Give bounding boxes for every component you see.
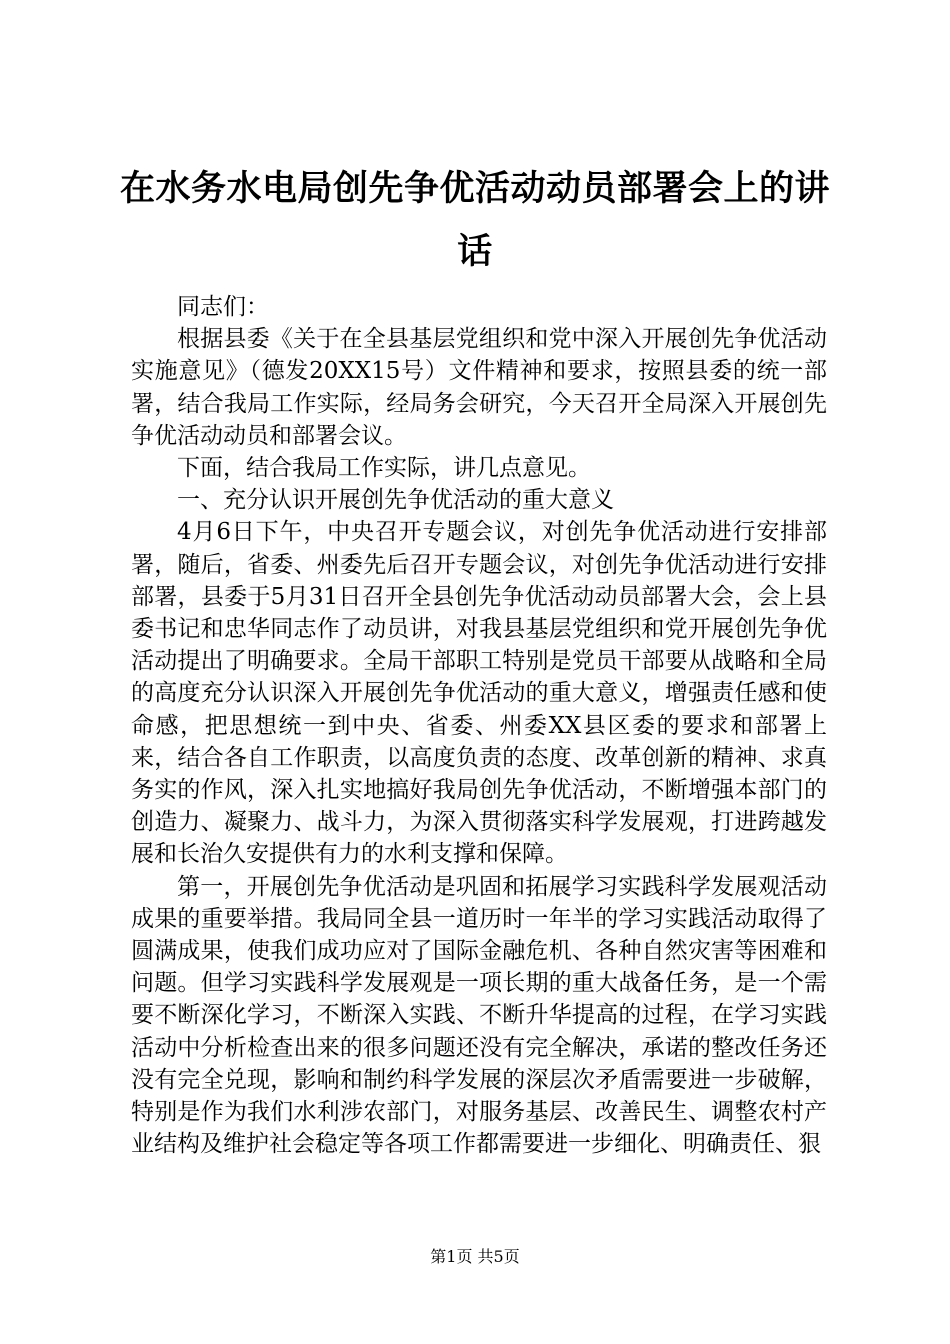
paragraph: 下面，结合我局工作实际，讲几点意见。 — [177, 455, 591, 482]
paragraph: 根据县委《关于在全县基层党组织和党中深入开展创先争优活动实施意见》（德发20XX15号）文件精神和要求，按照县委的统一部署，结合我局工作实际，经局务会研究，今天召开全局深入开展创先争优活动动员和部署会议。 — [131, 326, 827, 449]
paragraph: 第一，开展创先争优活动是巩固和拓展学习实践科学发展观活动成果的重要举措。我局同全县一道历时一年半的学习实践活动取得了圆满成果，使我们成功应对了国际金融危机、各种自然灾害等困难和问题。但学习实践科学发展观是一项长期的重大战备任务，是一个需要不断深化学习，不断深入实践、不断升华提高的过程，在学习实践活动中分析检查出来的很多问题还没有完全解决，承诺的整改任务还没有完全兑现，影响和制约科学发展的深层次矛盾需要进一步破解，特别是作为我们水利涉农部门，对服务基层、改善民生、调整农村产业结构及维护社会稳定等各项工作都需要进一步细化、明确责任、狠 — [131, 873, 827, 1158]
document-body — [131, 291, 827, 1160]
document-title: 在水务水电局创先争优活动动员部署会上的讲话 — [120, 169, 831, 272]
page-footer: 第1页 共5页 — [430, 1247, 520, 1266]
salutation: 同志们： — [177, 294, 269, 320]
section-heading: 一、充分认识开展创先争优活动的重大意义 — [177, 487, 614, 514]
paragraph: 4月6日下午，中央召开专题会议，对创先争优活动进行安排部署，随后，省委、州委先后召开专题会议，对创先争优活动进行安排部署，县委于5月31日召开全县创先争优活动动员部署大会，会上县委书记和忠华同志作了动员讲，对我县基层党组织和党开展创先争优活动提出了明确要求。全局干部职工特别是党员干部要从战略和全局的高度充分认识深入开展创先争优活动的重大意义，增强责任感和使命感，把思想统一到中央、省委、州委XX县区委的要求和部署上来，结合各自工作职责，以高度负责的态度、改革创新的精神、求真务实的作风，深入扎实地搞好我局创先争优活动，不断增强本部门的创造力、凝聚力、战斗力，为深入贯彻落实科学发展观，打进跨越发展和长治久安提供有力的水利支撑和保障。 — [131, 519, 827, 868]
